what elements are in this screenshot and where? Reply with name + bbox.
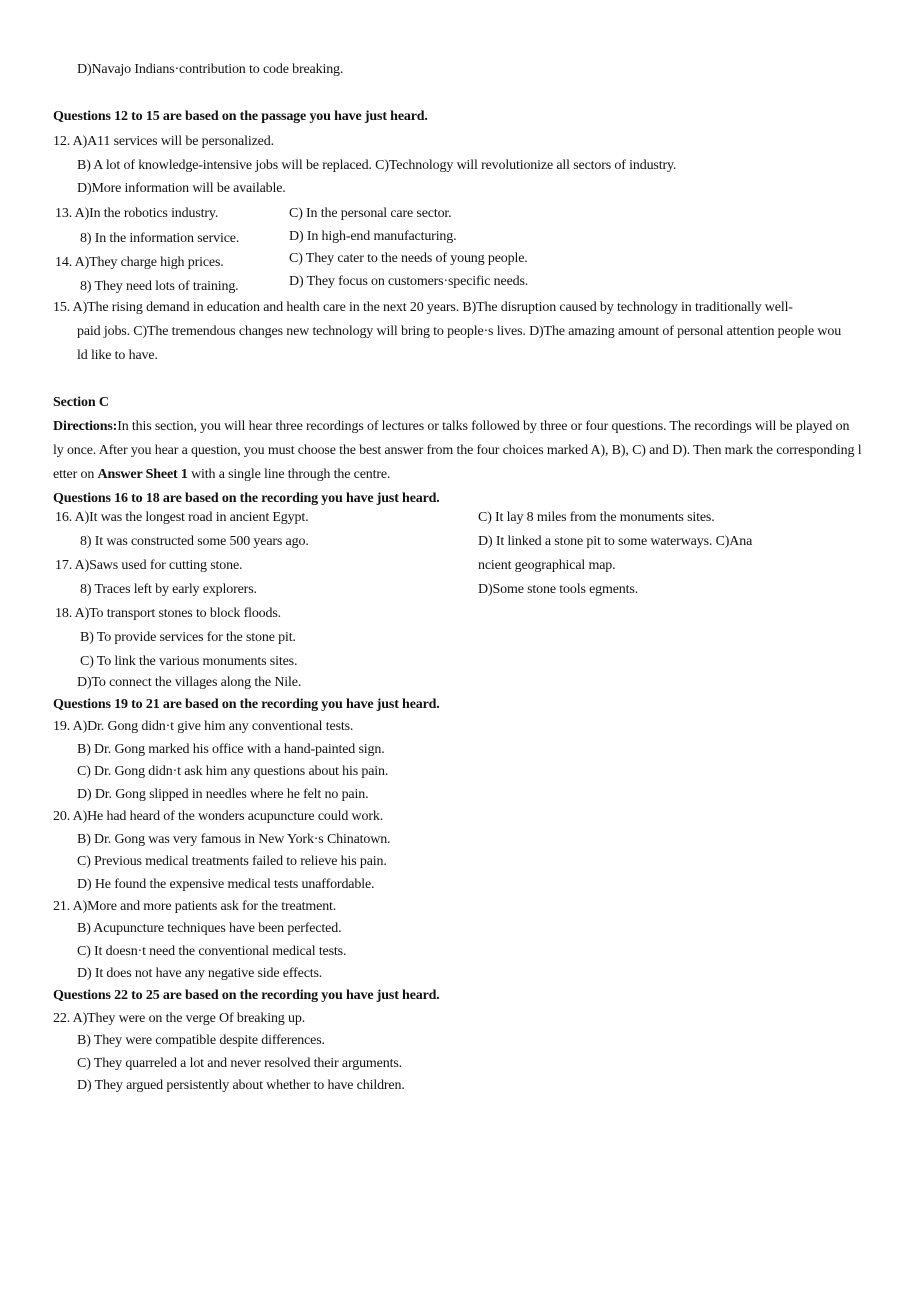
q19-option-d: D) Dr. Gong slipped in needles where he felt no pain.	[77, 787, 369, 802]
q20-option-c: C) Previous medical treatments failed to relieve his pain.	[77, 854, 387, 869]
questions-19-21-heading: Questions 19 to 21 are based on the recording you have just heard.	[53, 697, 440, 712]
q15-line-3: ld like to have.	[77, 348, 158, 363]
q16-option-c: C) It lay 8 miles from the monuments sites.	[478, 510, 715, 525]
q13-option-a: 13. A)In the robotics industry.	[55, 206, 219, 221]
directions-text-3a: etter on	[53, 467, 98, 482]
section-c-title: Section C	[53, 395, 109, 410]
q15-line-2: paid jobs. C)The tremendous changes new technology will bring to people·s lives. D)The amazing amount of personal attention people wou	[77, 324, 842, 339]
q18-option-a: 18. A)To transport stones to block floods.	[55, 606, 282, 621]
answer-sheet-label: Answer Sheet 1	[97, 467, 188, 482]
q12-option-b-c: B) A lot of knowledge-intensive jobs will be replaced. C)Technology will revolutionize all sectors of industry.	[77, 158, 677, 173]
q20-option-d: D) He found the expensive medical tests unaffordable.	[77, 877, 375, 892]
q13-option-b: 8) In the information service.	[80, 231, 240, 246]
q18-option-c: C) To link the various monuments sites.	[80, 654, 298, 669]
q16-option-b: 8) It was constructed some 500 years ago.	[80, 534, 309, 549]
q16-option-d: D) It linked a stone pit to some waterways. C)Ana	[478, 534, 753, 549]
directions-line-3	[53, 466, 390, 484]
directions-text-1: In this section, you will hear three recordings of lectures or talks followed by three or four questions. The recordings will be played on	[117, 419, 850, 434]
q14-option-d: D) They focus on customers·specific needs.	[289, 274, 529, 289]
q18-option-b: B) To provide services for the stone pit.	[80, 630, 296, 645]
questions-16-18-heading: Questions 16 to 18 are based on the recording you have just heard.	[53, 491, 440, 506]
q17-option-b: 8) Traces left by early explorers.	[80, 582, 257, 597]
q22-option-a: 22. A)They were on the verge Of breaking up.	[53, 1011, 306, 1026]
q17-option-d: D)Some stone tools egments.	[478, 582, 639, 597]
questions-22-25-heading: Questions 22 to 25 are based on the recording you have just heard.	[53, 988, 440, 1003]
q13-option-d: D) In high-end manufacturing.	[289, 229, 457, 244]
q22-option-c: C) They quarreled a lot and never resolved their arguments.	[77, 1056, 402, 1071]
q18-option-d: D)To connect the villages along the Nile.	[77, 675, 302, 690]
q13-option-c: C) In the personal care sector.	[289, 206, 452, 221]
questions-12-15-heading: Questions 12 to 15 are based on the passage you have just heard.	[53, 109, 428, 124]
q12-option-a: 12. A)A11 services will be personalized.	[53, 134, 274, 149]
q15-line-1: 15. A)The rising demand in education and health care in the next 20 years. B)The disruption caused by technology in traditionally well-	[53, 300, 793, 315]
q16-option-a: 16. A)It was the longest road in ancient Egypt.	[55, 510, 309, 525]
q21-option-a: 21. A)More and more patients ask for the treatment.	[53, 899, 337, 914]
q19-option-c: C) Dr. Gong didn·t ask him any questions about his pain.	[77, 764, 389, 779]
q17-option-a: 17. A)Saws used for cutting stone.	[55, 558, 243, 573]
directions-text-3c: with a single line through the centre.	[187, 467, 391, 482]
q20-option-b: B) Dr. Gong was very famous in New York·s Chinatown.	[77, 832, 391, 847]
q19-option-b: B) Dr. Gong marked his office with a hand-painted sign.	[77, 742, 385, 757]
q11-option-d: D)Navajo Indians·contribution to code breaking.	[77, 62, 344, 77]
directions-line-1	[53, 418, 849, 436]
q22-option-b: B) They were compatible despite differences.	[77, 1033, 325, 1048]
q14-option-c: C) They cater to the needs of young people.	[289, 251, 528, 266]
q20-option-a: 20. A)He had heard of the wonders acupuncture could work.	[53, 809, 384, 824]
q22-option-d: D) They argued persistently about whether to have children.	[77, 1078, 405, 1093]
q12-option-d: D)More information will be available.	[77, 181, 286, 196]
q21-option-c: C) It doesn·t need the conventional medical tests.	[77, 944, 347, 959]
q19-option-a: 19. A)Dr. Gong didn·t give him any conventional tests.	[53, 719, 354, 734]
q21-option-d: D) It does not have any negative side effects.	[77, 966, 323, 981]
directions-label: Directions:	[53, 419, 118, 434]
q21-option-b: B) Acupuncture techniques have been perfected.	[77, 921, 342, 936]
q14-option-b: 8) They need lots of training.	[80, 279, 239, 294]
q14-option-a: 14. A)They charge high prices.	[55, 255, 224, 270]
directions-line-2: ly once. After you hear a question, you must choose the best answer from the four choices marked A), B), C) and D). Then mark the corresponding l	[53, 443, 862, 458]
q17-option-c: ncient geographical map.	[478, 558, 616, 573]
